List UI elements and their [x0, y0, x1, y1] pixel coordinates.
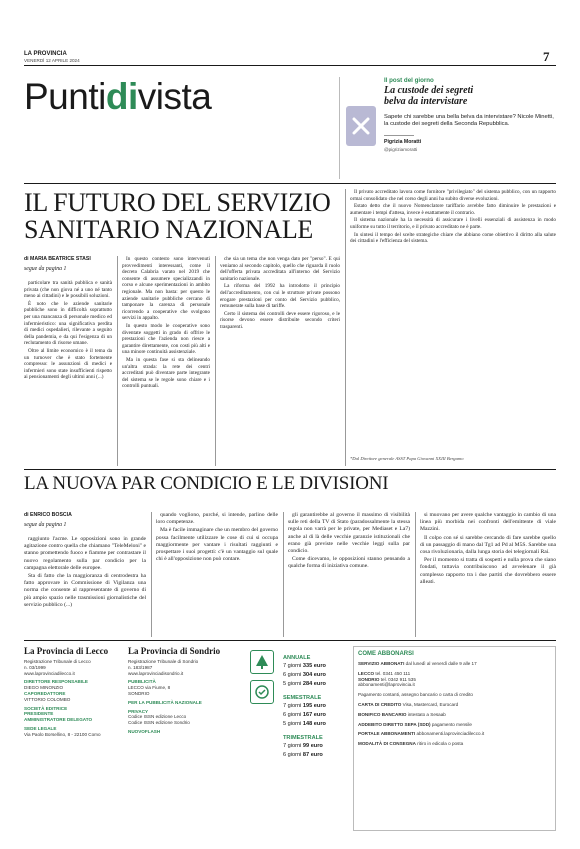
article2-column-3: gli garantirebbe al governo il massimo di visibilità sulle reti della TV di Stato (paradossalmente la stessa regola non varrà per le private, per Mediaset e La7) anche al di là delle vecchie garanzie istituzionali che erano già previste nelle vecchie leggi sulla par condicio. Come dicevamo, le opposizioni stanno pensando a qualche forma di iniziativa comune.: [288, 512, 410, 570]
article2-byline: di ENRICO BOSCIA: [24, 512, 72, 518]
footer-sondrio-title: La Provincia di Sondrio: [128, 646, 221, 656]
post-headline: La custode dei segreti belva da intervistare: [384, 85, 474, 107]
article1-column-4: Il privato accreditato lavora come fornitore "privilegiato" del sistema pubblico, con un rapporto ormai consolidato che nel corso degli anni ha subito diverse evoluzioni. Estato detto che il nuovo Nomenclatore tariffario avrebbe fatto diminuire le prestazioni e aumentare i tempi d'attesa, invece è esattamente il contrario. Il sistema nazionale ha la necessità di assicurare i livelli essenziali di assistenza in modo uniforme su tutto il territorio, e il privato accreditato ne è parte. In sintesi il tempo del scelte strategiche chiare che abbiano come obiettivo il diritto alla salute dei cittadini e l'efficienza del sistema.: [350, 189, 556, 245]
article2-title: LA NUOVA PAR CONDICIO E LE DIVISIONI: [24, 473, 389, 494]
article1-column-1: particolare tra sanità pubblica e sanità privata (che non giova né a uno né tanto meno ai cittadini) e le possibili soluzioni. È noto che le aziende sanitarie pubbliche sono in difficoltà soprattutto per una mancanza di personale medico ed infermieristico: una significativa perdita di medici ospedalieri, rilevante a seguito della pandemia, e da qui l'esigenza di un reclutamento di risorse umane. Oltre al limite economico è il tema da un turnover che è stato fortemente compresso: le assunzioni di medici e infermieri sono state insufficienti rispetto ai pensionamenti degli ultimi anni (...): [24, 280, 112, 381]
tree-icon: [254, 654, 270, 670]
article1-title: IL FUTURO DEL SERVIZIO SANITARIO NAZIONALE: [24, 188, 331, 244]
article2-column-2: quando vogliono, purché, si intende, parlino delle loro competenze. Ma è facile immaginare che un membro del governo possa facilmente utilizzare le cose di cui si occupa maggiormente per vantare i risultati raggiunti e prospettare i suoi progetti: c'è un vantaggio sul quale chi è all'opposizione non può contare.: [156, 512, 278, 563]
footer-sondrio: La Provincia di Sondrio Registrazione Tribunale di Sondrio n. 183/1987 www.laprovinciadisondrio.it PUBBLICITÀ LECCO via Fiume, 8 SONDRIO PER LA PUBBLICITÀ NAZIONALE PRIVACY Codice ISSN edizione Lecco Codice ISSN edizione Sondrio NUOVOFLASH: [128, 646, 243, 735]
article1-column-2: In questo contesto sono intervenuti provvedimenti interessanti, come il decreto Calabria varato nel 2019 che consente di assumere specializzandi in corso e alcune sperimentazioni in ambito regionale. Ma non basta: per questo le aziende sanitarie pubbliche cercano di tamponare la carenza di personale ricorrendo a cooperative che svolgono servizi in appalto. In questo modo le cooperative sono diventate soggetti in grado di offrire le prestazioni che l'azienda non riesce a garantire direttamente, con costi più alti e una minore continuità assistenziale. Ma in questa fase si sta delineando un'altra strada: la rete dei centri accreditati può diventare parte integrante del sistema se le regole sono chiare e i controlli puntuali.: [122, 256, 210, 390]
subscription-prices: ANNUALE 7 giorni 335 euro 6 giorni 304 euro 5 giorni 284 euro SEMESTRALE 7 giorni 195 euro 6 giorni 167 euro 5 giorni 148 euro TRIMESTRALE 7 giorni 99 euro 6 giorni 87 euro: [283, 655, 326, 758]
x-icon: [352, 117, 370, 135]
post-body: Sapete chi sarebbe una bella belva da intervistare? Nicole Minetti, la custode dei segreti della Seconda Repubblica.: [384, 114, 554, 127]
check-tree-icon: [254, 684, 270, 700]
article1-byline: di MARIA BEATRICE STASI: [24, 256, 91, 262]
footer-lecco-title: La Provincia di Lecco: [24, 646, 109, 656]
article2-continued: segue da pagina 1: [24, 522, 67, 528]
article1-footnote: *Dal Direttore generale ASST Papa Giovanni XXIII Bergamo: [350, 456, 464, 461]
pefc-logo-icon: [250, 650, 274, 674]
article1-column-3: che sia un tema che non venga dato per "perso". E qui veniamo al secondo capitolo, quello che riguarda il ruolo dell'offerta privata accreditata all'interno del Servizio sanitario nazionale. La riforma del 1992 ha introdotto il principio dell'accreditamento, con cui le strutture private possono erogare prestazioni per conto del Servizio pubblico, remunerate sulla base di tariffe. Certo il sistema dei controlli deve essere rigoroso, e le risorse devono essere distribuite secondo criteri trasparenti.: [220, 256, 340, 330]
how-to-subscribe: COME ABBONARSI SERVIZIO ABBONATI dal lunedì al venerdì dalle 9 alle 17 LECCO tel. 0341 450 111 SONDRIO tel. 0342 911 535 abbonamenti@laprovincia.it Pagamento contanti, assegno bancario o carta di credito CARTA DI CREDITO Visa, Mastercard, Eurocard BONIFICO BANCARIO intestato a Sesaab ADDEBITO DIRETTO SEPA (SDD) pagamento mensile PORTALE ABBONAMENTI abbonamenti.laprovinciadilecco.it MODALITÀ DI CONSEGNA ritiro in edicola o posta: [353, 646, 556, 831]
fsc-logo-icon: [250, 680, 274, 704]
post-kicker: Il post del giorno: [384, 77, 434, 84]
issue-date: VENERDÌ 12 APRILE 2024: [24, 58, 80, 63]
article2-column-1: raggiunto l'acme. Le opposizioni sono in grande agitazione contro quella che chiamano "TeleMeloni" e stanno promettendo fuoco e fiamme per contrastare il nuovo regolamento sulla par condicio per la campagna elettorale delle europee. Sta di fatto che la maggioranza di centrodestra ha fatto approvare in Commissione di Vigilanza una norma che consente al rappresentante di governo di più ampio spazio nelle trasmissioni giornalistiche del servizio pubblico (...): [24, 536, 146, 608]
post-handle: @pigriziamoratti: [384, 147, 418, 152]
section-title: Puntidivista: [24, 76, 212, 117]
footer-lecco: La Provincia di Lecco Registrazione Tribunale di Lecco n. 03/1999 www.laprovinciadilecco.it DIRETTORE RESPONSABILE DIEGO MINONZIO CAPOREDATTORE VITTORIO COLOMBO SOCIETÀ EDITRICE PRESIDENTE AMMINISTRATORE DELEGATO SEDE LEGALE Via Paolo Borsellino, 8 - 22100 Como: [24, 646, 134, 738]
article1-continued: segue da pagina 1: [24, 266, 67, 272]
article2-column-4: si muovano per avere qualche vantaggio in cambio di una linea più morbida nei confronti dell'emittente di viale Mazzini. Il colpo con sé si sarebbe cercando di fare sarebbe quello di un passaggio di mano dal Tg1 ad Pd al M5S. Sarebbe una cosa rivoluzionaria, dalla lunga storia dei telegiornali Rai. Per il momento si tratta di sospetti e nulla prova che siano fondati, tuttavia contribuiscono ad avvelenare il già complesso rapporto tra i due partiti che dovrebbero essere alleati.: [420, 512, 556, 585]
post-author: Pigrizia Moratti: [384, 139, 422, 145]
post-of-the-day: [339, 77, 559, 179]
x-logo-icon: [346, 106, 376, 146]
page-number: 7: [543, 49, 550, 64]
newspaper-name: LA PROVINCIA: [24, 51, 67, 57]
